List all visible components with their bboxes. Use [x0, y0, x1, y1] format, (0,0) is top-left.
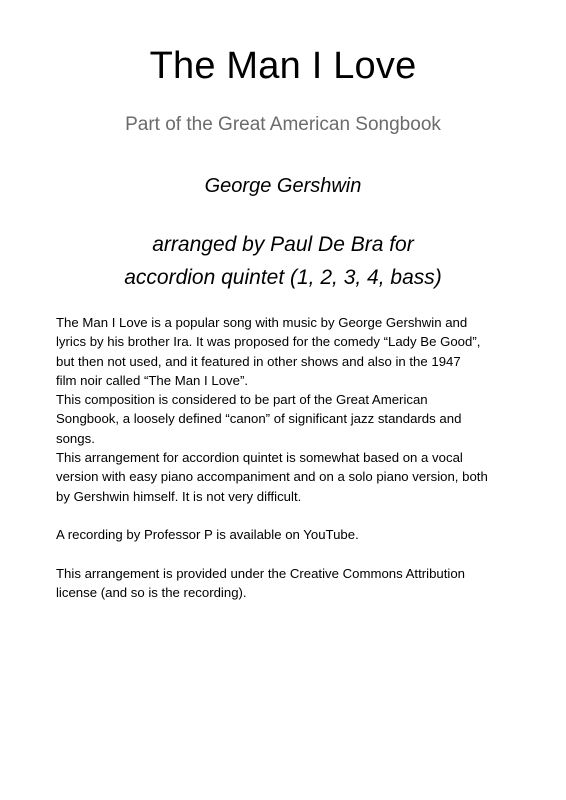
composer-name: George Gershwin — [204, 175, 362, 197]
paragraph-4-line-1: A recording by Professor P is available on YouTube. — [56, 527, 359, 543]
paragraph-2-line-1: This composition is considered to be part of the Great American — [56, 392, 428, 408]
paragraph-1-line-4: film noir called “The Man I Love”. — [56, 372, 249, 388]
paragraph-spacer — [56, 506, 526, 525]
paragraph-spacer — [56, 545, 526, 564]
paragraph-1-line-2: lyrics by his brother Ira. It was proposed for the comedy “Lady Be Good”, — [56, 334, 481, 350]
arrangement-line-1: arranged by Paul De Bra for — [152, 233, 414, 256]
page-subtitle: Part of the Great American Songbook — [125, 114, 441, 135]
paragraph-3-line-2: version with easy piano accompaniment and on a solo piano version, both — [56, 469, 488, 485]
description-text — [56, 313, 526, 602]
arrangement-credit — [0, 228, 566, 294]
paragraph-1-line-1: The Man I Love is a popular song with music by George Gershwin and — [56, 315, 468, 330]
paragraph-2-line-2: Songbook, a loosely defined “canon” of significant jazz standards and — [56, 411, 462, 427]
paragraph-5-line-2: license (and so is the recording). — [56, 585, 247, 601]
arrangement-line-2: accordion quintet (1, 2, 3, 4, bass) — [124, 266, 442, 289]
paragraph-3-line-1: This arrangement for accordion quintet is somewhat based on a vocal — [56, 450, 463, 466]
paragraph-5-line-1: This arrangement is provided under the Creative Commons Attribution — [56, 565, 466, 581]
page-title: The Man I Love — [149, 45, 417, 87]
paragraph-3-line-3: by Gershwin himself. It is not very difficult. — [56, 488, 302, 504]
paragraph-1-line-3: but then not used, and it featured in other shows and also in the 1947 — [56, 353, 461, 369]
paragraph-2-line-3: songs. — [56, 430, 95, 446]
